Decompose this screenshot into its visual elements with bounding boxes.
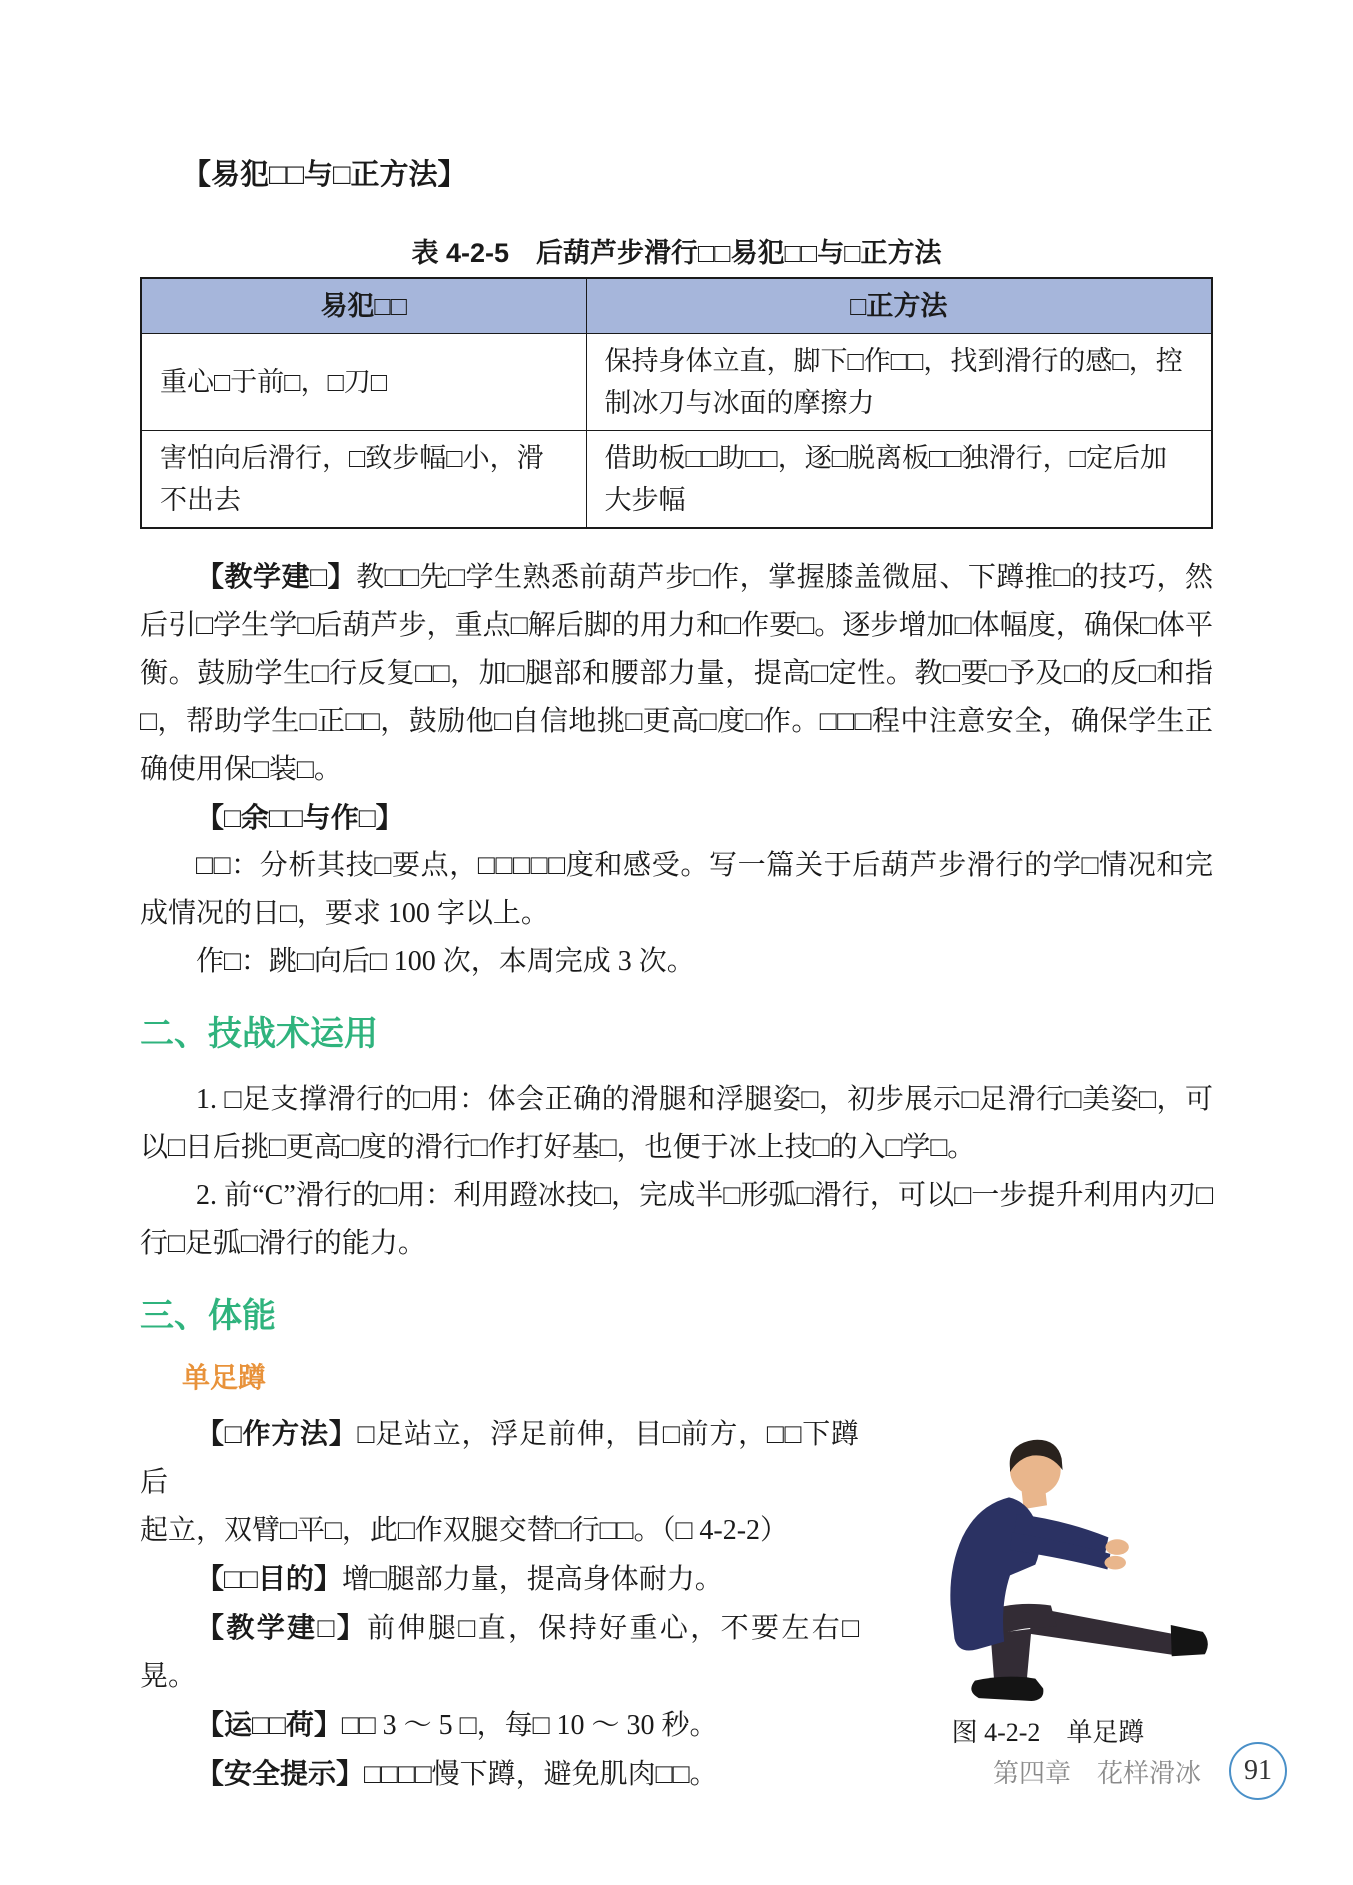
paragraph-teaching-advice — [140, 553, 1213, 794]
teaching-suggestion-text: 前伸腿□直，保持好重心，不要左右□晃。 — [140, 1613, 859, 1692]
table-caption: 表 4-2-5 后葫芦步滑行□□易犯□□与□正方法 — [411, 238, 942, 268]
table-cell-error-2: 害怕向后滑行，□致步幅□小，滑不出去 — [141, 431, 586, 529]
paragraph-tactics-1: 1. □足支撑滑行的□用：体会正确的滑腿和浮腿姿□，初步展示□足滑行□美姿□，可以□日后挑□更高□度的滑行□作打好基□，也便于冰上技□的入□学□。 — [140, 1084, 1213, 1163]
table-row — [141, 334, 1212, 431]
paragraph-homework-review: □□：分析其技□要点，□□□□□度和感受。写一篇关于后葫芦步滑行的学□情况和完成情况的日□，要求 100 字以上。 — [140, 850, 1213, 929]
teaching-advice-label: 【教学建□】 — [196, 561, 357, 592]
figure-hand-upper — [1105, 1539, 1128, 1555]
paragraph-homework-task: 作□：跳□向后□ 100 次，本周完成 3 次。 — [196, 946, 695, 977]
table-cell-error-1: 重心□于前□，□刀□ — [141, 334, 586, 431]
exercise-load-label: 【运□□荷】 — [196, 1709, 342, 1740]
page-footer — [993, 1742, 1287, 1800]
training-purpose-text: 增□腿部力量，提高身体耐力。 — [341, 1564, 723, 1595]
heading-homework: 【□余□□与作□】 — [196, 802, 404, 833]
training-purpose-label: 【□□目的】 — [196, 1563, 342, 1594]
exercise-load-text: □□ 3 ～ 5 □，每□ 10 ～ 30 秒。 — [341, 1710, 718, 1741]
table-header-row — [141, 278, 1212, 334]
page-content — [140, 155, 1213, 1799]
sub-heading-single-leg-squat: 单足蹲 — [182, 1362, 267, 1393]
paragraph-tactics-2: 2. 前“C”滑行的□用：利用蹬冰技□，完成半□形弧□滑行，可以□一步提升利用内刃□行□足弧□滑行的能力。 — [140, 1180, 1213, 1259]
heading-common-errors: 【易犯□□与□正方法】 — [182, 159, 467, 191]
section-heading-fitness: 三、体能 — [140, 1297, 276, 1335]
errors-correction-table — [140, 277, 1213, 529]
page-number-badge: 91 — [1229, 1742, 1287, 1800]
figure-single-leg-squat — [883, 1400, 1213, 1774]
single-leg-squat-photo — [883, 1400, 1213, 1702]
figure-left-shoe — [971, 1677, 1043, 1701]
footer-chapter-title: 第四章 花样滑冰 — [992, 1757, 1201, 1788]
table-cell-correction-1: 保持身体立直，脚下□作□□，找到滑行的感□，控制冰刀与冰面的摩擦力 — [586, 334, 1212, 431]
table-header-correction: □正方法 — [586, 278, 1212, 334]
figure-caption: 图 4-2-2 单足蹲 — [951, 1718, 1145, 1747]
table-row — [141, 431, 1212, 529]
fitness-block — [140, 1410, 1213, 1799]
action-method-text-line1: □足站立，浮足前伸，目□前方，□□下蹲后 — [140, 1419, 859, 1498]
table-cell-correction-2: 借助板□□助□□，逐□脱离板□□独滑行，□定后加大步幅 — [586, 431, 1212, 529]
safety-tip-label: 【安全提示】 — [196, 1758, 365, 1789]
figure-right-shoe — [1171, 1625, 1208, 1656]
table-header-errors: 易犯□□ — [141, 278, 586, 334]
teaching-advice-text: 教□□先□学生熟悉前葫芦步□作，掌握膝盖微屈、下蹲推□的技巧，然后引□学生学□后葫芦步，重点□解后脚的用力和□作要□。逐步增加□体幅度，确保□体平衡。鼓励学生□行反复□□，加□腿部和腰部力量，提高□定性。教□要□予及□的反□和指□，帮助学生□正□□，鼓励他□自信地挑□更高□度□作。□□□程中注意安全，确保学生正确使用保□装□。 — [140, 562, 1213, 785]
paragraph-action-method-line2: 起立，双臂□平□，此□作双腿交替□行□□。（□ 4-2-2） — [140, 1515, 789, 1546]
teaching-suggestion-label: 【教学建□】 — [196, 1612, 368, 1643]
safety-tip-text: □□□□慢下蹲，避免肌肉□□。 — [364, 1759, 718, 1790]
figure-hand-lower — [1105, 1556, 1126, 1570]
action-method-label: 【□作方法】 — [196, 1418, 358, 1449]
section-heading-tactics: 二、技战术运用 — [140, 1015, 378, 1053]
